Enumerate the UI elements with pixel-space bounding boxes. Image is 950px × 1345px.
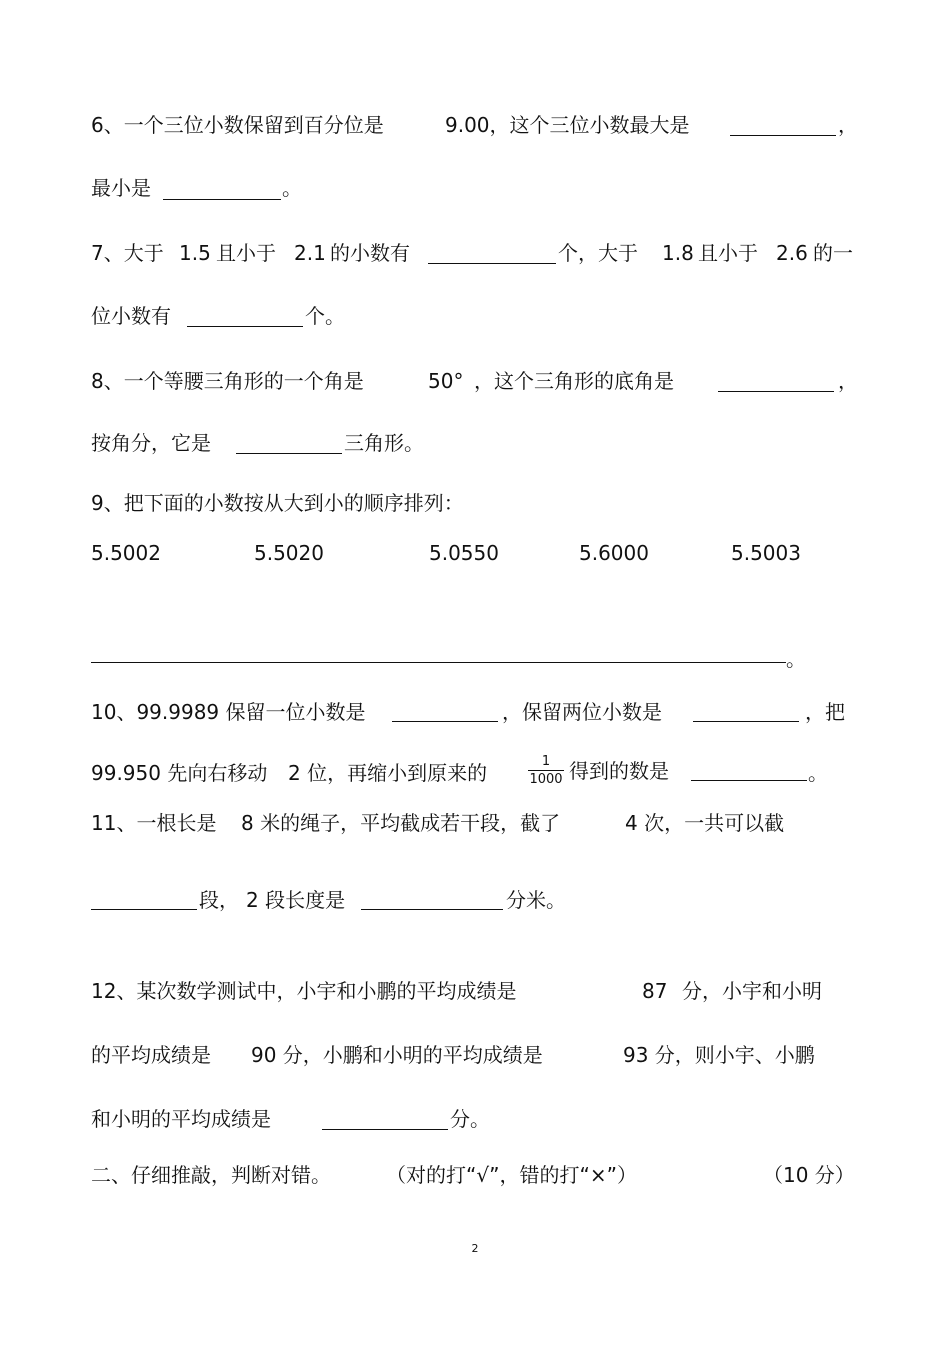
q7-text-f: 的一 xyxy=(813,241,853,265)
q6-max-blank[interactable] xyxy=(730,135,836,136)
q8-comma: ， xyxy=(838,369,858,393)
q7-count-blank-1[interactable] xyxy=(428,263,556,264)
q12-average-blank[interactable] xyxy=(322,1129,448,1130)
q10-text-b: ，保留两位小数是 xyxy=(502,700,662,724)
q7-text-e: 且小于 xyxy=(698,241,758,265)
q10-text-c: ，把 xyxy=(805,700,845,724)
q6-comma: ， xyxy=(838,113,858,137)
q9-end: 。 xyxy=(786,647,806,671)
q7-n1: 1.5 xyxy=(179,241,211,265)
q7-text-d: 个，大于 xyxy=(558,241,638,265)
q8-line2: 按角分，它是 xyxy=(91,431,211,455)
q10-end: 。 xyxy=(808,761,828,785)
q8-text-b: ，这个三角形的底角是 xyxy=(474,369,674,393)
q10-fraction-numerator: 1 xyxy=(541,754,551,769)
q7-n3: 1.8 xyxy=(662,241,694,265)
q12-text-c: 分，小宇和小明 xyxy=(682,979,822,1003)
q11-line2-b: 2 段长度是 xyxy=(246,888,346,912)
q8-angle: 50° xyxy=(428,369,464,393)
q11-segments-blank[interactable] xyxy=(91,909,197,910)
q10-two-decimal-blank[interactable] xyxy=(693,721,799,722)
q8-triangle-type-blank[interactable] xyxy=(236,453,342,454)
q9-number-4: 5.6000 xyxy=(579,541,649,565)
q11-text-a: 11、一根长是 xyxy=(91,811,217,835)
q12-line3: 和小明的平均成绩是 xyxy=(91,1107,271,1131)
section-2-title: 二、仔细推敲，判断对错。 xyxy=(91,1163,331,1187)
q12-end: 分。 xyxy=(450,1107,490,1131)
q7-text-b: 且小于 xyxy=(216,241,276,265)
q7-text-a: 7、大于 xyxy=(91,241,164,265)
q12-line2-c: 93 分，则小宇、小鹏 xyxy=(623,1043,815,1067)
q12-text-a: 12、某次数学测试中，小宇和小鹏的平均成绩是 xyxy=(91,979,517,1003)
q10-fraction-bar xyxy=(528,770,564,771)
q10-fraction-denominator: 1000 xyxy=(529,772,563,787)
q11-text-c: 4 次，一共可以截 xyxy=(625,811,785,835)
q7-end: 个。 xyxy=(305,304,345,328)
q10-one-decimal-blank[interactable] xyxy=(392,721,498,722)
q10-line2-c: 得到的数是 xyxy=(569,759,669,783)
q9-number-5: 5.5003 xyxy=(731,541,801,565)
q8-end: 三角形。 xyxy=(344,431,424,455)
q10-line2-b: 2 位，再缩小到原来的 xyxy=(288,761,488,785)
q9-number-1: 5.5002 xyxy=(91,541,161,565)
q11-line2-a: 段， xyxy=(199,888,239,912)
q9-number-2: 5.5020 xyxy=(254,541,324,565)
section-2-note: （对的打“√”，错的打“×”） xyxy=(386,1163,637,1187)
section-2-points: （10 分） xyxy=(763,1163,855,1187)
q10-line2-a: 99.950 先向右移动 xyxy=(91,761,268,785)
q6-text-b: 9.00，这个三位小数最大是 xyxy=(445,113,690,137)
q6-text-a: 6、一个三位小数保留到百分位是 xyxy=(91,113,384,137)
q10-result-blank[interactable] xyxy=(691,780,807,781)
q9-text: 9、把下面的小数按从大到小的顺序排列： xyxy=(91,491,464,515)
q11-length-blank[interactable] xyxy=(361,909,503,910)
q7-text-c: 的小数有 xyxy=(330,241,410,265)
q9-number-3: 5.0550 xyxy=(429,541,499,565)
q8-text-a: 8、一个等腰三角形的一个角是 xyxy=(91,369,364,393)
q11-end: 分米。 xyxy=(506,888,566,912)
q6-line2: 最小是 xyxy=(91,176,151,200)
q8-base-angle-blank[interactable] xyxy=(718,391,834,392)
q7-count-blank-2[interactable] xyxy=(187,326,303,327)
q12-line2-b: 90 分，小鹏和小明的平均成绩是 xyxy=(251,1043,543,1067)
q9-answer-blank[interactable] xyxy=(91,662,786,663)
q10-fraction xyxy=(526,754,566,787)
q7-line2: 位小数有 xyxy=(91,304,171,328)
page-number: 2 xyxy=(471,1242,479,1255)
q6-end: 。 xyxy=(282,176,302,200)
q7-n4: 2.6 xyxy=(776,241,808,265)
q12-score-87: 87 xyxy=(642,979,668,1003)
q12-line2-a: 的平均成绩是 xyxy=(91,1043,211,1067)
q10-text-a: 10、99.9989 保留一位小数是 xyxy=(91,700,366,724)
q11-text-b: 8 米的绳子，平均截成若干段，截了 xyxy=(241,811,561,835)
q6-min-blank[interactable] xyxy=(163,199,281,200)
q7-n2: 2.1 xyxy=(294,241,326,265)
